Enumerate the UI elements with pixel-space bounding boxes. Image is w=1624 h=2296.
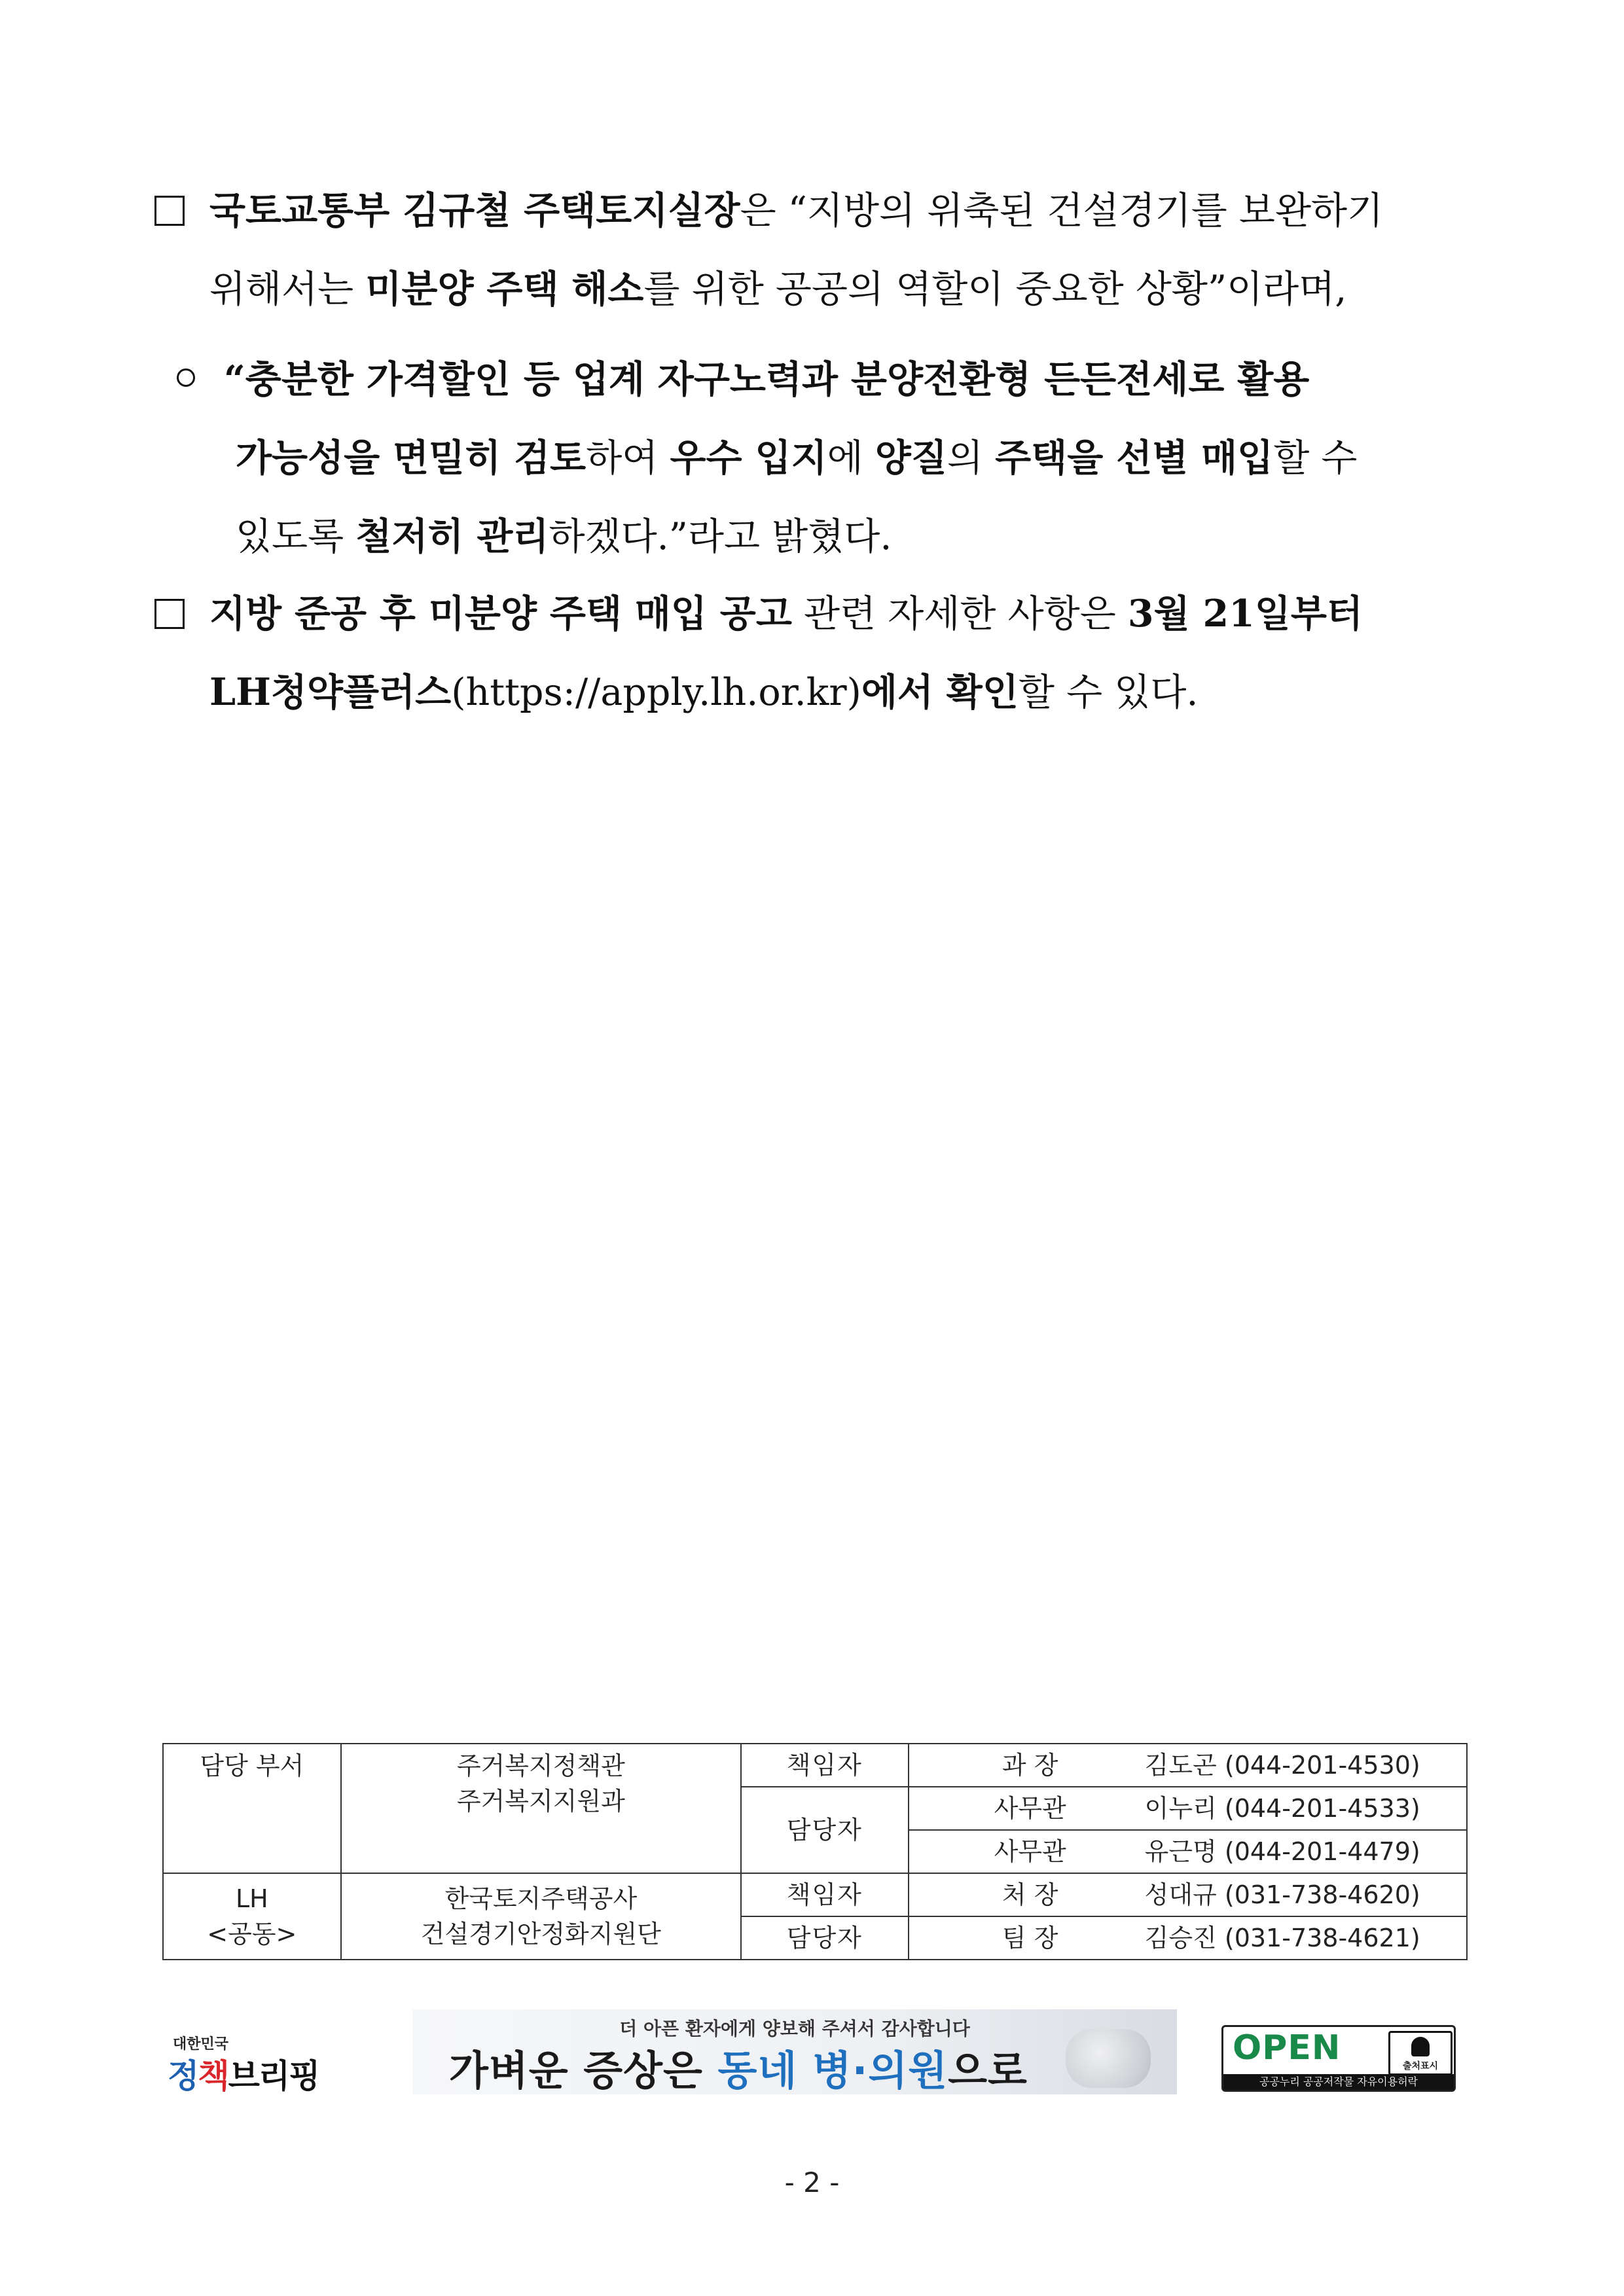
role-lead-cell: 책임자 (741, 1873, 909, 1916)
text: 할 수 있다. (1018, 671, 1199, 714)
contact-table (162, 1743, 1468, 1960)
dept2-label-cell (163, 1873, 341, 1960)
text-bold: 우수 입지 (670, 436, 827, 480)
banner-main-text (449, 2038, 1028, 2094)
person-cell (909, 1916, 1467, 1960)
website-link[interactable]: (https://apply.lh.or.kr) (451, 671, 861, 714)
attribution-badge (1388, 2031, 1453, 2075)
text: 은 “지방의 위축된 건설경기를 보완 (740, 189, 1312, 232)
text: 위해서는 (209, 268, 366, 311)
dept-label: 담당 부서 (200, 1751, 304, 1780)
badge-label: 출처표시 (1402, 2061, 1439, 2072)
paragraph-2-line-2 (177, 419, 1492, 497)
dept2-label-line-2: <공동> (207, 1920, 297, 1948)
paragraph-1-line-2 (154, 250, 1470, 329)
text: 의 (947, 437, 996, 480)
dept2-label-line-1: LH (235, 1884, 268, 1913)
person-contact: 유근명 (044-201-4479) (1144, 1837, 1420, 1866)
text: 를 위한 공공의 역할이 중요한 상황”이라며, (643, 268, 1347, 311)
logo-char-3: 브리핑 (228, 2057, 319, 2095)
dept1-line-2: 주거복지지원과 (456, 1787, 625, 1816)
logo-char-1: 정 (168, 2057, 198, 2095)
square-bullet-icon (154, 196, 185, 226)
text-bold: 에서 확인 (861, 670, 1019, 714)
person-title: 사무관 (994, 1794, 1066, 1823)
person-contact: 김도곤 (044-201-4530) (1144, 1751, 1420, 1780)
text-bold: 가능성을 면밀히 검토 (236, 436, 586, 480)
paragraph-1 (154, 171, 1470, 329)
text: 할 수 (1273, 437, 1358, 480)
open-text: OPEN (1233, 2028, 1341, 2068)
paragraph-3-line-2 (154, 653, 1470, 732)
paragraph-3-line-1 (154, 575, 1470, 653)
person-cell (909, 1873, 1467, 1916)
text-bold: 3월 21일부터 (1127, 592, 1363, 636)
person-title: 팀 장 (1001, 1924, 1058, 1952)
person-cell (909, 1744, 1467, 1787)
dept2-line-1: 한국토지주택공사 (444, 1884, 638, 1913)
text: 하여 (586, 437, 670, 480)
person-contact: 이누리 (044-201-4533) (1144, 1794, 1420, 1823)
banner-main-highlight: 동네 병·의원 (717, 2047, 948, 2094)
person-cell (909, 1787, 1467, 1830)
table-row (163, 1744, 1467, 1787)
person-title: 처 장 (1001, 1880, 1058, 1909)
text: 관련 자세한 사항은 (791, 592, 1128, 636)
person-icon (1411, 2037, 1430, 2056)
dept-label-cell (163, 1744, 341, 1873)
kogl-open-logo (1221, 2025, 1456, 2092)
open-bar-text: 공공누리 공공저작물 자유이용허락 (1223, 2074, 1454, 2090)
text-bold: 지방 준공 후 미분양 주택 매입 공고 (209, 592, 792, 636)
circle-bullet-icon (177, 368, 195, 387)
banner-top-text: 더 아픈 환자에게 양보해 주셔서 감사합니다 (619, 2018, 970, 2039)
logo-big-text (168, 2050, 319, 2097)
text: 있도록 (236, 515, 356, 558)
square-bullet-icon (154, 599, 185, 629)
paragraph-2-line-3 (177, 497, 1492, 576)
page-number: - 2 - (784, 2166, 840, 2198)
text: 하기 (1311, 189, 1384, 232)
dept1-cell (341, 1744, 741, 1873)
person-cell (909, 1830, 1467, 1873)
logo-char-2: 책 (198, 2057, 228, 2095)
text-bold: 양질 (875, 436, 947, 480)
dept1-line-1: 주거복지정책관 (456, 1751, 625, 1780)
person-contact: 김승진 (031-738-4621) (1144, 1924, 1420, 1952)
logo-small-text: 대한민국 (173, 2036, 229, 2053)
paragraph-3 (154, 575, 1470, 732)
role-lead-cell: 책임자 (741, 1744, 909, 1787)
dept2-line-2: 건설경기안정화지원단 (420, 1920, 661, 1948)
banner-main-part: 으로 (948, 2047, 1028, 2094)
campaign-banner (412, 2009, 1177, 2094)
policy-briefing-logo (168, 2033, 338, 2095)
text-bold: 주택을 선별 매입 (995, 436, 1274, 480)
paragraph-2 (177, 340, 1492, 576)
role-staff-cell: 담당자 (741, 1916, 909, 1960)
person-title: 사무관 (994, 1837, 1066, 1866)
text-bold: 미분양 주택 해소 (365, 267, 644, 311)
text: 에 (827, 437, 875, 480)
open-word (1233, 2028, 1341, 2068)
text-bold: LH청약플러스 (209, 670, 452, 714)
table-row (163, 1873, 1467, 1916)
role-staff-cell: 담당자 (741, 1787, 909, 1873)
person-title: 과 장 (1001, 1751, 1058, 1780)
person-contact: 성대규 (031-738-4620) (1144, 1880, 1420, 1909)
text: 하겠다.”라고 밝혔다. (549, 515, 892, 558)
text-bold: “충분한 가격할인 등 업계 자구노력과 분양전환형 든든전세로 활용 (224, 357, 1310, 401)
paragraph-1-line-1 (154, 171, 1470, 250)
paragraph-2-line-1 (177, 340, 1492, 419)
banner-main-part: 가벼운 증상은 (449, 2047, 718, 2094)
text-bold: 국토교통부 김규철 주택토지실장 (209, 188, 740, 232)
text-bold: 철저히 관리 (355, 514, 549, 558)
dept2-cell (341, 1873, 741, 1960)
